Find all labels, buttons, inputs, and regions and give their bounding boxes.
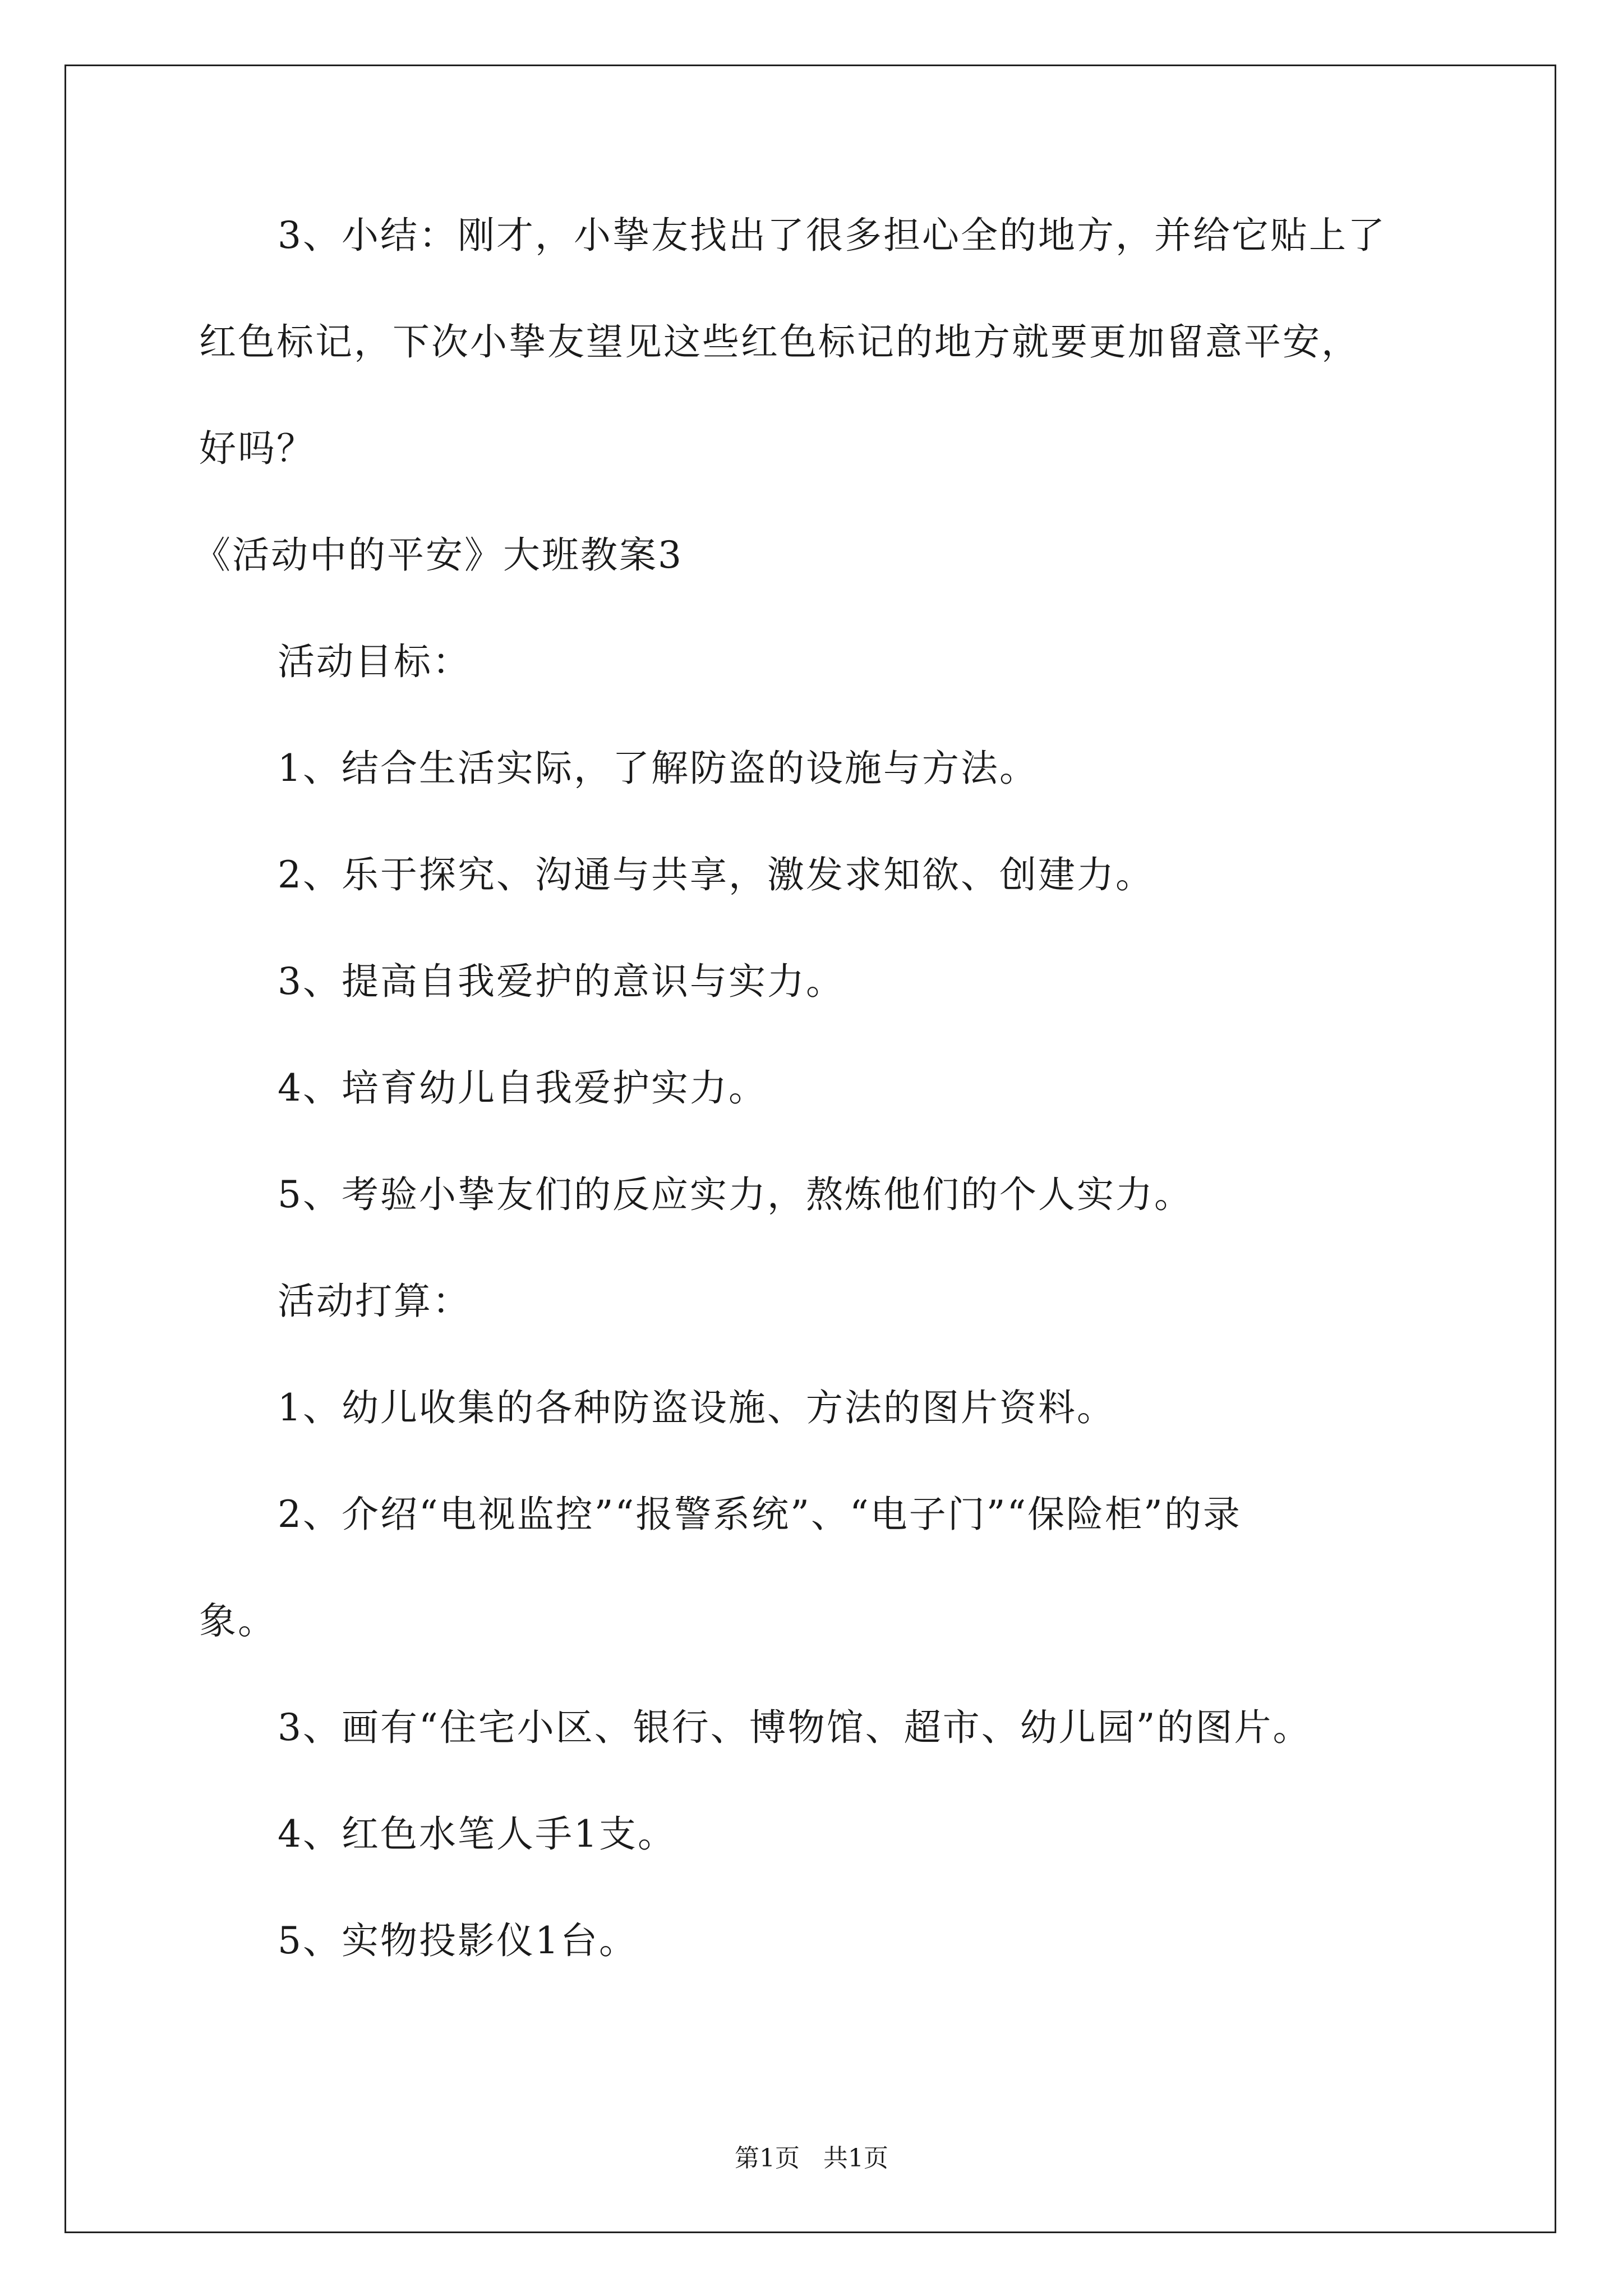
goal-item: 5、考验小挚友们的反应实力，熬炼他们的个人实力。 <box>278 1173 1193 1216</box>
goal-item: 3、提高自我爱护的意识与实力。 <box>278 960 845 1003</box>
activity-prep-heading: 活动打算： <box>278 1280 471 1323</box>
prep-item: 5、实物投影仪1台。 <box>278 1919 638 1962</box>
prep-item-cont: 象。 <box>199 1599 276 1642</box>
paragraph-summary-cont: 红色标记，下次小挚友望见这些红色标记的地方就要更加留意平安， <box>199 320 1360 364</box>
prep-item: 3、画有“住宅小区、银行、博物馆、超市、幼儿园”的图片。 <box>278 1706 1312 1749</box>
paragraph-summary: 3、小结：刚才，小挚友找出了很多担心全的地方，并给它贴上了 <box>278 214 1386 257</box>
prep-item: 4、红色水笔人手1支。 <box>278 1812 676 1856</box>
paragraph-summary-end: 好吗？ <box>199 427 315 470</box>
activity-goals-heading: 活动目标： <box>278 640 471 683</box>
goal-item: 2、乐于探究、沟通与共享，激发求知欲、创建力。 <box>278 853 1154 896</box>
goal-item: 1、结合生活实际，了解防盗的设施与方法。 <box>278 747 1038 790</box>
page-border <box>64 65 1556 2233</box>
prep-item: 2、介绍“电视监控”“报警系统”、“电子门”“保险柜”的录 <box>278 1493 1242 1536</box>
section-heading: 《活动中的平安》大班教案3 <box>193 533 683 577</box>
goal-item: 4、培育幼儿自我爱护实力。 <box>278 1066 767 1110</box>
page-footer: 第1页 共1页 <box>735 2144 888 2173</box>
prep-item: 1、幼儿收集的各种防盗设施、方法的图片资料。 <box>278 1386 1115 1429</box>
